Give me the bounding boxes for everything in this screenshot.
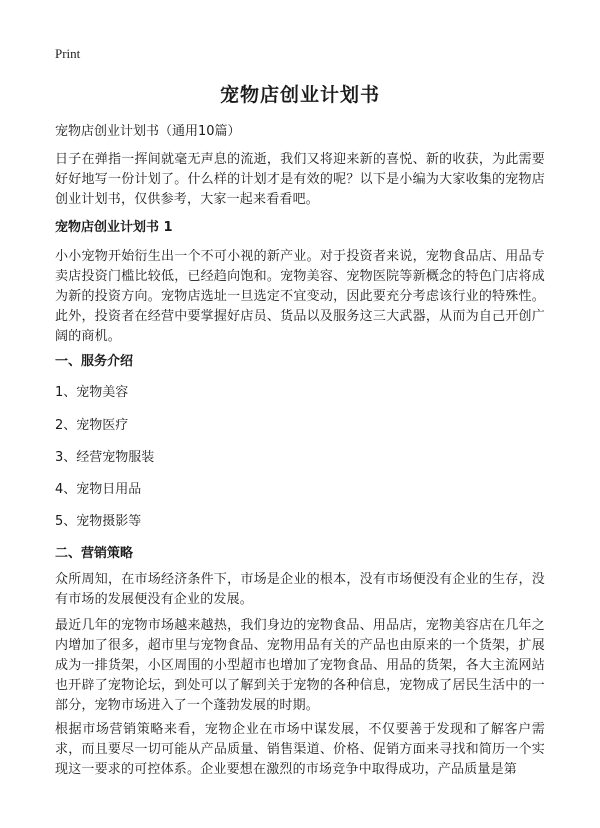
service-item: 3、经营宠物服装 — [55, 450, 155, 465]
marketing-paragraph-1: 众所周知，在市场经济条件下，市场是企业的根本，没有市场便没有企业的生存，没有市场的发展便没有企业的发展。 — [55, 572, 545, 607]
document-title: 宠物店创业计划书 — [219, 84, 380, 106]
marketing-block-2 — [55, 616, 545, 716]
service-item: 4、宠物日用品 — [55, 482, 142, 497]
print-link[interactable]: Print — [55, 46, 81, 61]
section-1-paragraph: 小小宠物开始衍生出一个不可小视的新产业。对于投资者来说，宠物食品店、用品专卖店投资门槛比较低，已经趋向饱和。宠物美容、宠物医院等新概念的特色门店将成为新的投资方向。宠物店选址一旦选定不宜变动，因此要充分考虑该行业的特殊性。此外，投资者在经营中要掌握好店员、货品以及服务这三大武器，从而为自己开创广阔的商机。 — [55, 249, 545, 344]
marketing-paragraph-2: 最近几年的宠物市场越来越热，我们身边的宠物食品、用品店，宠物美容店在几年之内增加了很多，超市里与宠物食品、宠物用品有关的产品也由原来的一个货架，扩展成为一排货架，小区周围的小型超市也增加了宠物食品、用品的货架，各大主流网站也开辟了宠物论坛，到处可以了解到关于宠物的各种信息，宠物成了居民生活中的一部分，宠物市场进入了一个蓬勃发展的时期。 — [55, 618, 545, 713]
services-heading: 一、服务介绍 — [55, 354, 134, 369]
service-item: 1、宠物美容 — [55, 385, 129, 400]
intro-block — [55, 150, 545, 210]
marketing-paragraph-3: 根据市场营销策略来看，宠物企业在市场中谋发展，不仅要善于发现和了解客户需求，而且要尽一切可能从产品质量、销售渠道、价格、促销方面来寻找和简历一个实现这一要求的可控体系。企业要想在激烈的市场竞争中取得成功，产品质量是第 — [55, 722, 545, 777]
section-1-block — [55, 247, 545, 347]
marketing-block-3 — [55, 720, 545, 780]
service-item: 2、宠物医疗 — [55, 418, 129, 433]
marketing-heading: 二、营销策略 — [55, 546, 134, 561]
document-subtitle: 宠物店创业计划书（通用10篇） — [55, 124, 241, 139]
intro-paragraph: 日子在弹指一挥间就毫无声息的流逝，我们又将迎来新的喜悦、新的收获，为此需要好好地写一份计划了。什么样的计划才是有效的呢？以下是小编为大家收集的宠物店创业计划书，仅供参考，大家一起来看看吧。 — [55, 152, 545, 207]
service-item: 5、宠物摄影等 — [55, 514, 142, 529]
marketing-block-1 — [55, 570, 545, 610]
section-1-title: 宠物店创业计划书 1 — [55, 220, 173, 235]
